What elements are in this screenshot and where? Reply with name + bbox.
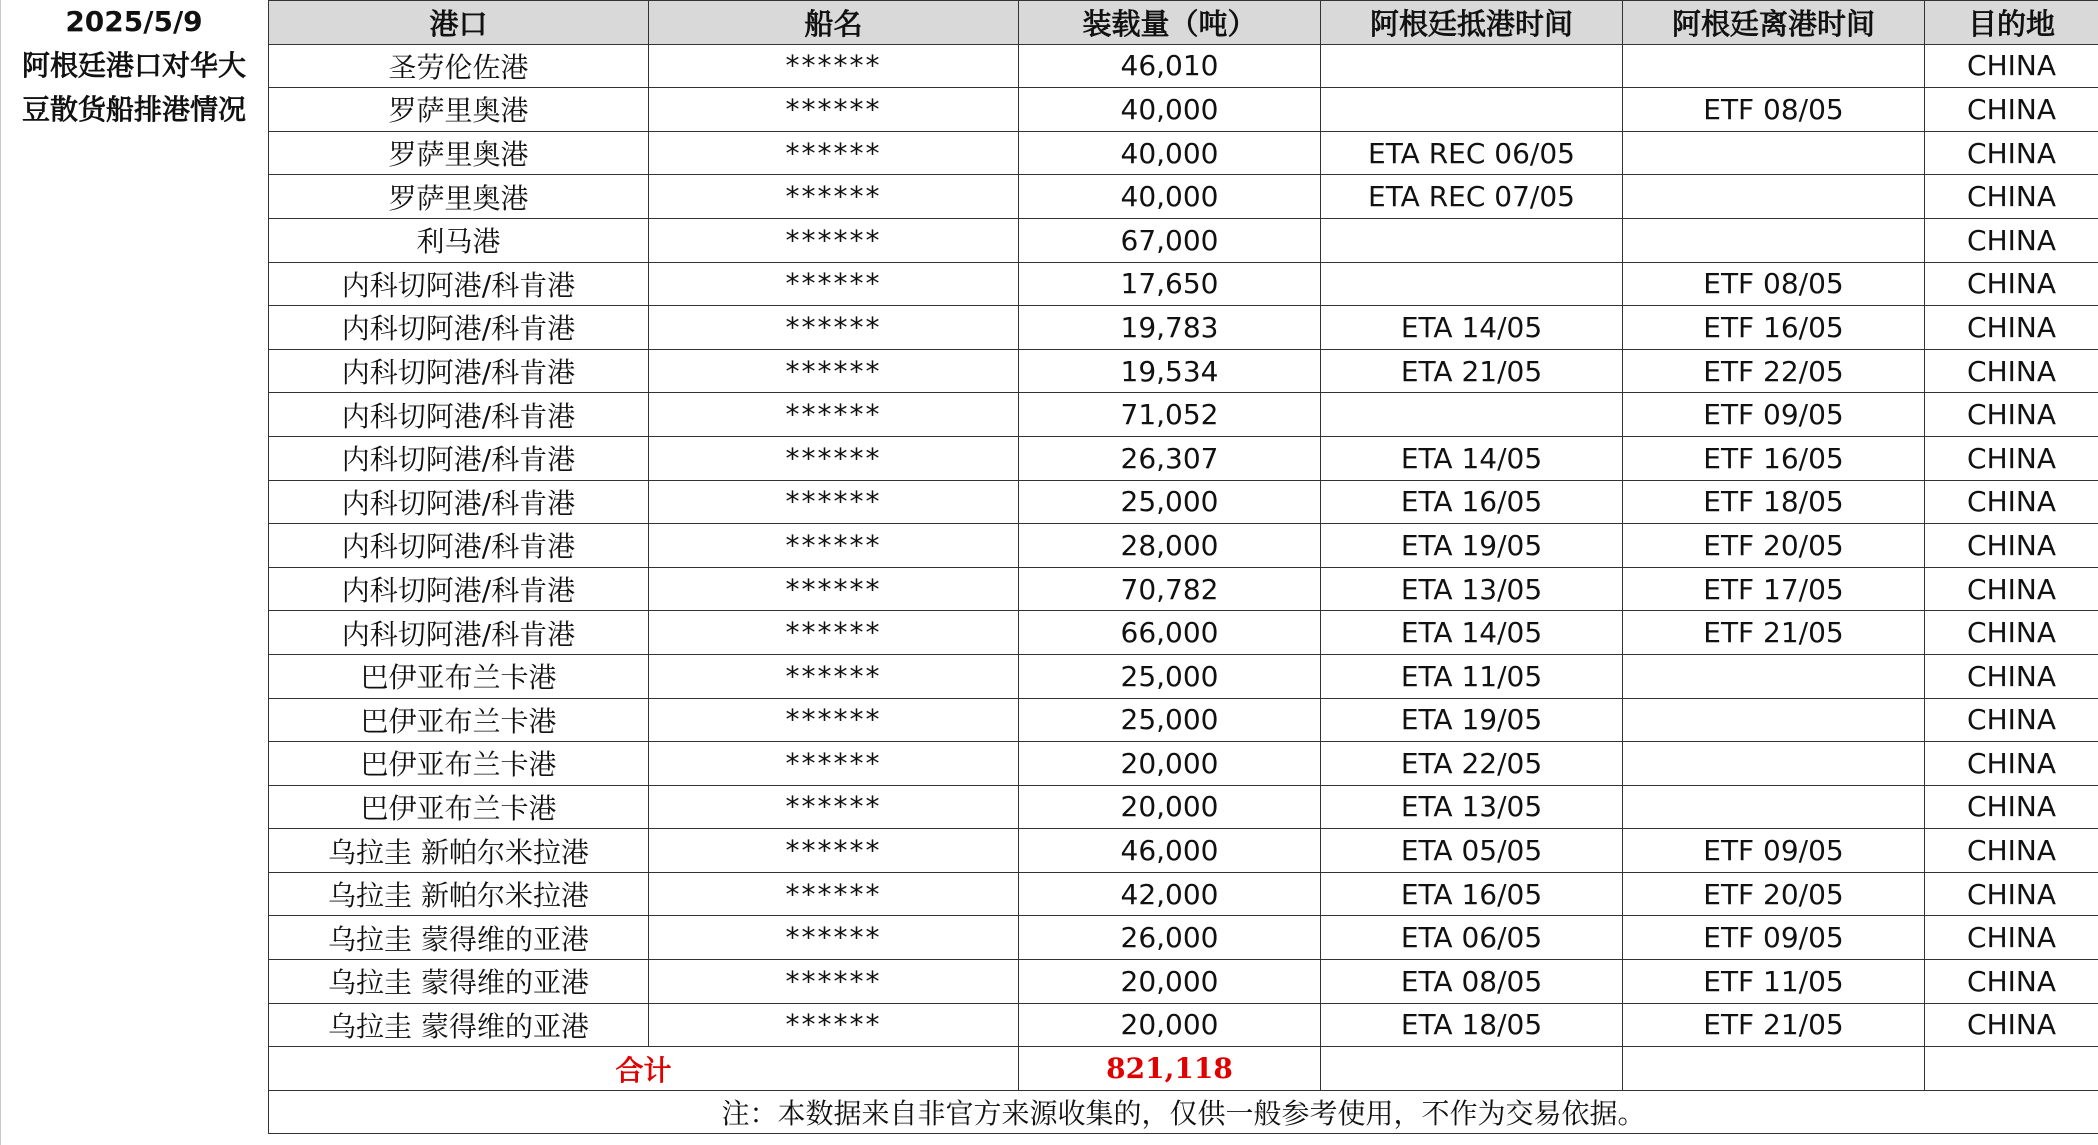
- destination-cell: CHINA: [1925, 1003, 2098, 1047]
- table-row: [269, 524, 2098, 568]
- port-cell: 内科切阿港/科肯港: [269, 262, 649, 306]
- departure-cell: [1623, 742, 1925, 786]
- table-row: [269, 916, 2098, 960]
- ship-cell: ******: [649, 654, 1019, 698]
- port-cell: 圣劳伦佐港: [269, 44, 649, 88]
- arrival-cell: ETA 06/05: [1321, 916, 1623, 960]
- destination-cell: CHINA: [1925, 524, 2098, 568]
- volume-cell: 46,010: [1019, 44, 1321, 88]
- destination-cell: CHINA: [1925, 916, 2098, 960]
- volume-cell: 70,782: [1019, 567, 1321, 611]
- table-row: [269, 480, 2098, 524]
- ship-cell: ******: [649, 742, 1019, 786]
- port-cell: 利马港: [269, 218, 649, 262]
- col-header-volume: 装载量（吨）: [1019, 1, 1321, 45]
- volume-cell: 25,000: [1019, 480, 1321, 524]
- destination-cell: CHINA: [1925, 218, 2098, 262]
- departure-cell: ETF 16/05: [1623, 436, 1925, 480]
- col-header-destination: 目的地: [1925, 1, 2098, 45]
- volume-cell: 20,000: [1019, 785, 1321, 829]
- ship-cell: ******: [649, 960, 1019, 1004]
- table-row: [269, 262, 2098, 306]
- port-cell: 罗萨里奥港: [269, 88, 649, 132]
- ship-cell: ******: [649, 829, 1019, 873]
- destination-cell: CHINA: [1925, 393, 2098, 437]
- port-cell: 内科切阿港/科肯港: [269, 611, 649, 655]
- port-cell: 内科切阿港/科肯港: [269, 480, 649, 524]
- total-value: 821,118: [1019, 1047, 1321, 1091]
- volume-cell: 40,000: [1019, 175, 1321, 219]
- port-cell: 乌拉圭 蒙得维的亚港: [269, 1003, 649, 1047]
- volume-cell: 42,000: [1019, 872, 1321, 916]
- disclaimer-note: 注：本数据来自非官方来源收集的，仅供一般参考使用，不作为交易依据。: [269, 1090, 2098, 1134]
- destination-cell: CHINA: [1925, 654, 2098, 698]
- header-row: [269, 1, 2098, 45]
- ship-cell: ******: [649, 44, 1019, 88]
- volume-cell: 20,000: [1019, 1003, 1321, 1047]
- arrival-cell: [1321, 393, 1623, 437]
- departure-cell: ETF 09/05: [1623, 916, 1925, 960]
- col-header-departure: 阿根廷离港时间: [1623, 1, 1925, 45]
- table-row: [269, 611, 2098, 655]
- volume-cell: 40,000: [1019, 131, 1321, 175]
- arrival-cell: ETA 19/05: [1321, 524, 1623, 568]
- table-row: [269, 654, 2098, 698]
- total-empty-cell: [1321, 1047, 1623, 1091]
- arrival-cell: ETA 13/05: [1321, 785, 1623, 829]
- departure-cell: ETF 20/05: [1623, 524, 1925, 568]
- destination-cell: CHINA: [1925, 131, 2098, 175]
- report-date: 2025/5/9: [65, 5, 203, 38]
- destination-cell: CHINA: [1925, 872, 2098, 916]
- arrival-cell: ETA 16/05: [1321, 480, 1623, 524]
- ship-cell: ******: [649, 393, 1019, 437]
- port-cell: 乌拉圭 新帕尔米拉港: [269, 829, 649, 873]
- report-title-line-1: 阿根廷港口对华大: [21, 49, 246, 82]
- destination-cell: CHINA: [1925, 175, 2098, 219]
- port-cell: 乌拉圭 蒙得维的亚港: [269, 960, 649, 1004]
- arrival-cell: ETA REC 07/05: [1321, 175, 1623, 219]
- port-cell: 巴伊亚布兰卡港: [269, 785, 649, 829]
- total-label: 合计: [269, 1047, 1019, 1091]
- report-title-line-2: 豆散货船排港情况: [21, 93, 246, 126]
- departure-cell: ETF 09/05: [1623, 829, 1925, 873]
- departure-cell: ETF 08/05: [1623, 88, 1925, 132]
- ship-cell: ******: [649, 262, 1019, 306]
- volume-cell: 17,650: [1019, 262, 1321, 306]
- note-row: [269, 1090, 2098, 1134]
- destination-cell: CHINA: [1925, 436, 2098, 480]
- departure-cell: [1623, 785, 1925, 829]
- arrival-cell: [1321, 88, 1623, 132]
- ship-cell: ******: [649, 88, 1019, 132]
- destination-cell: CHINA: [1925, 349, 2098, 393]
- destination-cell: CHINA: [1925, 698, 2098, 742]
- ship-cell: ******: [649, 611, 1019, 655]
- ship-cell: ******: [649, 698, 1019, 742]
- volume-cell: 28,000: [1019, 524, 1321, 568]
- ship-cell: ******: [649, 175, 1019, 219]
- arrival-cell: ETA 14/05: [1321, 436, 1623, 480]
- departure-cell: ETF 16/05: [1623, 306, 1925, 350]
- volume-cell: 40,000: [1019, 88, 1321, 132]
- port-cell: 巴伊亚布兰卡港: [269, 742, 649, 786]
- departure-cell: [1623, 175, 1925, 219]
- left-border: [0, 0, 1, 1145]
- destination-cell: CHINA: [1925, 88, 2098, 132]
- ship-cell: ******: [649, 349, 1019, 393]
- volume-cell: 19,783: [1019, 306, 1321, 350]
- ship-cell: ******: [649, 1003, 1019, 1047]
- table-row: [269, 349, 2098, 393]
- table-row: [269, 829, 2098, 873]
- departure-cell: ETF 20/05: [1623, 872, 1925, 916]
- departure-cell: ETF 08/05: [1623, 262, 1925, 306]
- destination-cell: CHINA: [1925, 480, 2098, 524]
- departure-cell: ETF 21/05: [1623, 611, 1925, 655]
- ship-cell: ******: [649, 785, 1019, 829]
- arrival-cell: [1321, 218, 1623, 262]
- arrival-cell: [1321, 262, 1623, 306]
- table-row: [269, 785, 2098, 829]
- side-title: [0, 0, 268, 128]
- arrival-cell: [1321, 44, 1623, 88]
- destination-cell: CHINA: [1925, 960, 2098, 1004]
- table-row: [269, 567, 2098, 611]
- arrival-cell: ETA 08/05: [1321, 960, 1623, 1004]
- port-cell: 内科切阿港/科肯港: [269, 393, 649, 437]
- volume-cell: 26,000: [1019, 916, 1321, 960]
- port-cell: 乌拉圭 新帕尔米拉港: [269, 872, 649, 916]
- volume-cell: 25,000: [1019, 698, 1321, 742]
- table-row: [269, 175, 2098, 219]
- shipment-table: [268, 0, 2098, 1134]
- departure-cell: ETF 09/05: [1623, 393, 1925, 437]
- departure-cell: ETF 18/05: [1623, 480, 1925, 524]
- ship-cell: ******: [649, 480, 1019, 524]
- port-cell: 罗萨里奥港: [269, 131, 649, 175]
- table-row: [269, 131, 2098, 175]
- departure-cell: ETF 17/05: [1623, 567, 1925, 611]
- table-row: [269, 872, 2098, 916]
- arrival-cell: ETA 18/05: [1321, 1003, 1623, 1047]
- departure-cell: [1623, 218, 1925, 262]
- table-row: [269, 1003, 2098, 1047]
- arrival-cell: ETA 19/05: [1321, 698, 1623, 742]
- destination-cell: CHINA: [1925, 44, 2098, 88]
- port-cell: 内科切阿港/科肯港: [269, 436, 649, 480]
- arrival-cell: ETA 14/05: [1321, 611, 1623, 655]
- arrival-cell: ETA 22/05: [1321, 742, 1623, 786]
- arrival-cell: ETA REC 06/05: [1321, 131, 1623, 175]
- table-row: [269, 218, 2098, 262]
- departure-cell: [1623, 654, 1925, 698]
- arrival-cell: ETA 16/05: [1321, 872, 1623, 916]
- total-row: [269, 1047, 2098, 1091]
- destination-cell: CHINA: [1925, 567, 2098, 611]
- table-row: [269, 306, 2098, 350]
- volume-cell: 67,000: [1019, 218, 1321, 262]
- arrival-cell: ETA 05/05: [1321, 829, 1623, 873]
- ship-cell: ******: [649, 436, 1019, 480]
- volume-cell: 71,052: [1019, 393, 1321, 437]
- table-row: [269, 44, 2098, 88]
- volume-cell: 66,000: [1019, 611, 1321, 655]
- volume-cell: 46,000: [1019, 829, 1321, 873]
- destination-cell: CHINA: [1925, 306, 2098, 350]
- ship-cell: ******: [649, 524, 1019, 568]
- destination-cell: CHINA: [1925, 785, 2098, 829]
- departure-cell: [1623, 698, 1925, 742]
- total-empty-cell: [1623, 1047, 1925, 1091]
- ship-cell: ******: [649, 872, 1019, 916]
- ship-cell: ******: [649, 131, 1019, 175]
- destination-cell: CHINA: [1925, 742, 2098, 786]
- ship-cell: ******: [649, 306, 1019, 350]
- volume-cell: 26,307: [1019, 436, 1321, 480]
- col-header-port: 港口: [269, 1, 649, 45]
- departure-cell: ETF 21/05: [1623, 1003, 1925, 1047]
- volume-cell: 20,000: [1019, 742, 1321, 786]
- port-cell: 巴伊亚布兰卡港: [269, 654, 649, 698]
- departure-cell: ETF 11/05: [1623, 960, 1925, 1004]
- volume-cell: 20,000: [1019, 960, 1321, 1004]
- departure-cell: ETF 22/05: [1623, 349, 1925, 393]
- arrival-cell: ETA 21/05: [1321, 349, 1623, 393]
- port-cell: 巴伊亚布兰卡港: [269, 698, 649, 742]
- total-empty-cell: [1925, 1047, 2098, 1091]
- col-header-ship: 船名: [649, 1, 1019, 45]
- ship-cell: ******: [649, 218, 1019, 262]
- volume-cell: 19,534: [1019, 349, 1321, 393]
- arrival-cell: ETA 14/05: [1321, 306, 1623, 350]
- port-cell: 乌拉圭 蒙得维的亚港: [269, 916, 649, 960]
- port-cell: 内科切阿港/科肯港: [269, 567, 649, 611]
- table-row: [269, 742, 2098, 786]
- port-cell: 内科切阿港/科肯港: [269, 524, 649, 568]
- table-row: [269, 960, 2098, 1004]
- departure-cell: [1623, 44, 1925, 88]
- port-cell: 罗萨里奥港: [269, 175, 649, 219]
- destination-cell: CHINA: [1925, 611, 2098, 655]
- table-row: [269, 393, 2098, 437]
- volume-cell: 25,000: [1019, 654, 1321, 698]
- arrival-cell: ETA 13/05: [1321, 567, 1623, 611]
- port-cell: 内科切阿港/科肯港: [269, 306, 649, 350]
- col-header-arrival: 阿根廷抵港时间: [1321, 1, 1623, 45]
- port-cell: 内科切阿港/科肯港: [269, 349, 649, 393]
- ship-cell: ******: [649, 916, 1019, 960]
- ship-cell: ******: [649, 567, 1019, 611]
- destination-cell: CHINA: [1925, 829, 2098, 873]
- table-row: [269, 88, 2098, 132]
- arrival-cell: ETA 11/05: [1321, 654, 1623, 698]
- departure-cell: [1623, 131, 1925, 175]
- table-row: [269, 698, 2098, 742]
- table-row: [269, 436, 2098, 480]
- destination-cell: CHINA: [1925, 262, 2098, 306]
